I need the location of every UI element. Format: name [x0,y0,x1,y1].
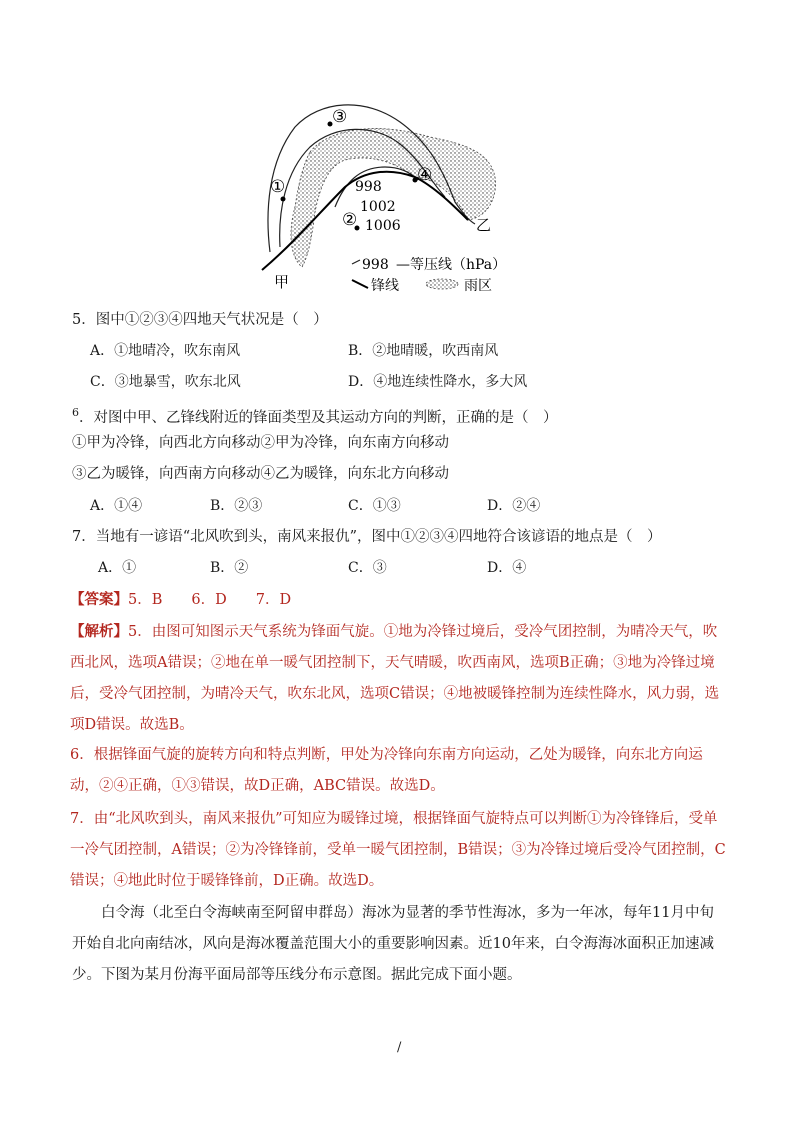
analysis-7: 7．由“北风吹到头，南风来报仇”可知应为暖锋过境，根据锋面气旋特点可以判断①为冷锋锋后，受单一冷气团控制，A错误；②为冷锋锋前，受单一暖气团控制，B错误；③为冷锋过境后受冷气团控制，C错误；④地此时位于暖锋锋前，D正确。故选D。 [70,811,726,889]
analysis-6: 6．根据锋面气旋的旋转方向和特点判断，甲处为冷锋向东南方向运动，乙处为暖锋，向东北方向运动，②④正确，①③错误，故D正确，ABC错误。故选D。 [70,747,703,794]
frontal-cyclone-figure [250,92,550,302]
analysis-tag: 【解析】 [70,623,128,640]
legend-front-swatch [352,280,368,288]
legend-rain-swatch [426,279,458,289]
q5-option-d: D．④地连续性降水，多大风 [348,374,528,390]
point-1 [281,197,286,202]
q5-option-c: C．③地暴雪，吹东北风 [90,374,241,390]
q7-option-c: C．③ [348,560,387,576]
analysis-5 [70,616,730,741]
passage: 白令海（北至白令海峡南至阿留申群岛）海冰为显著的季节性海冰，多为一年冰，每年11月中旬开始自北向南结冰，风向是海冰覆盖范围大小的重要影响因素。近10年来，白令海海冰面积正加速减少。下图为某月份海平面局部等压线分布示意图。据此完成下面小题。 [72,905,714,983]
answer-text: 5．B 6．D 7．D [128,592,292,608]
q7-option-b: B．② [210,560,249,576]
legend-isobar-text: —等压线（hPa） [396,257,507,273]
q6-option-c: C．①③ [348,498,401,514]
label-p3: ③ [332,107,348,127]
label-jia: 甲 [274,273,290,291]
q6-statement-1: ①甲为冷锋，向西北方向移动②甲为冷锋，向东南方向移动 [72,435,449,451]
legend-isobar-swatch [352,260,360,264]
q6-number: 6 [72,406,79,419]
page-number: / [397,1040,402,1055]
q6-option-b: B．②③ [210,498,263,514]
q6-option-a: A．①④ [90,498,143,514]
legend-isobar-value: 998 [362,257,389,273]
legend-rain-text: 雨区 [464,278,492,294]
answer-tag: 【答案】 [70,591,128,608]
analysis-5-text: 5．由图可知图示天气系统为锋面气旋。①地为冷锋过境后，受冷气团控制，为晴冷天气，吹西北风，选项A错误；②地在单一暖气团控制下，天气晴暖，吹西南风，选项B正确；③地为冷锋过境后，受冷气团控制，为晴冷天气，吹东北风，选项C错误；④地被暖锋控制为连续性降水，风力弱，选项D错误。故选B。 [70,624,720,733]
label-p1: ① [270,177,286,197]
label-1006: 1006 [365,218,401,234]
q6-stem-text: ．对图中甲、乙锋线附近的锋面类型及其运动方向的判断，正确的是（ ） [79,409,558,426]
rain-area [291,129,496,267]
q5-option-b: B．②地晴暖，吹西南风 [348,343,499,359]
q5-option-a: A．①地晴冷，吹东南风 [90,343,241,359]
q6-stem [72,403,558,428]
q7-stem: 7．当地有一谚语“北风吹到头，南风来报仇”，图中①②③④四地符合该谚语的地点是（ ） [72,529,662,545]
q6-option-d: D．②④ [487,498,541,514]
label-p4: ④ [417,165,433,185]
label-1002: 1002 [360,199,396,215]
label-998: 998 [355,179,382,195]
answer-line [70,590,291,610]
label-yi: 乙 [476,216,492,234]
q7-option-a: A．① [98,560,137,576]
q6-statement-2: ③乙为暖锋，向西南方向移动④乙为暖锋，向东北方向移动 [72,466,449,482]
q5-stem: 5．图中①②③④四地天气状况是（ ） [72,312,328,328]
q7-option-d: D．④ [487,560,527,576]
label-p2: ② [342,210,358,230]
legend-front-text: 锋线 [371,278,399,294]
